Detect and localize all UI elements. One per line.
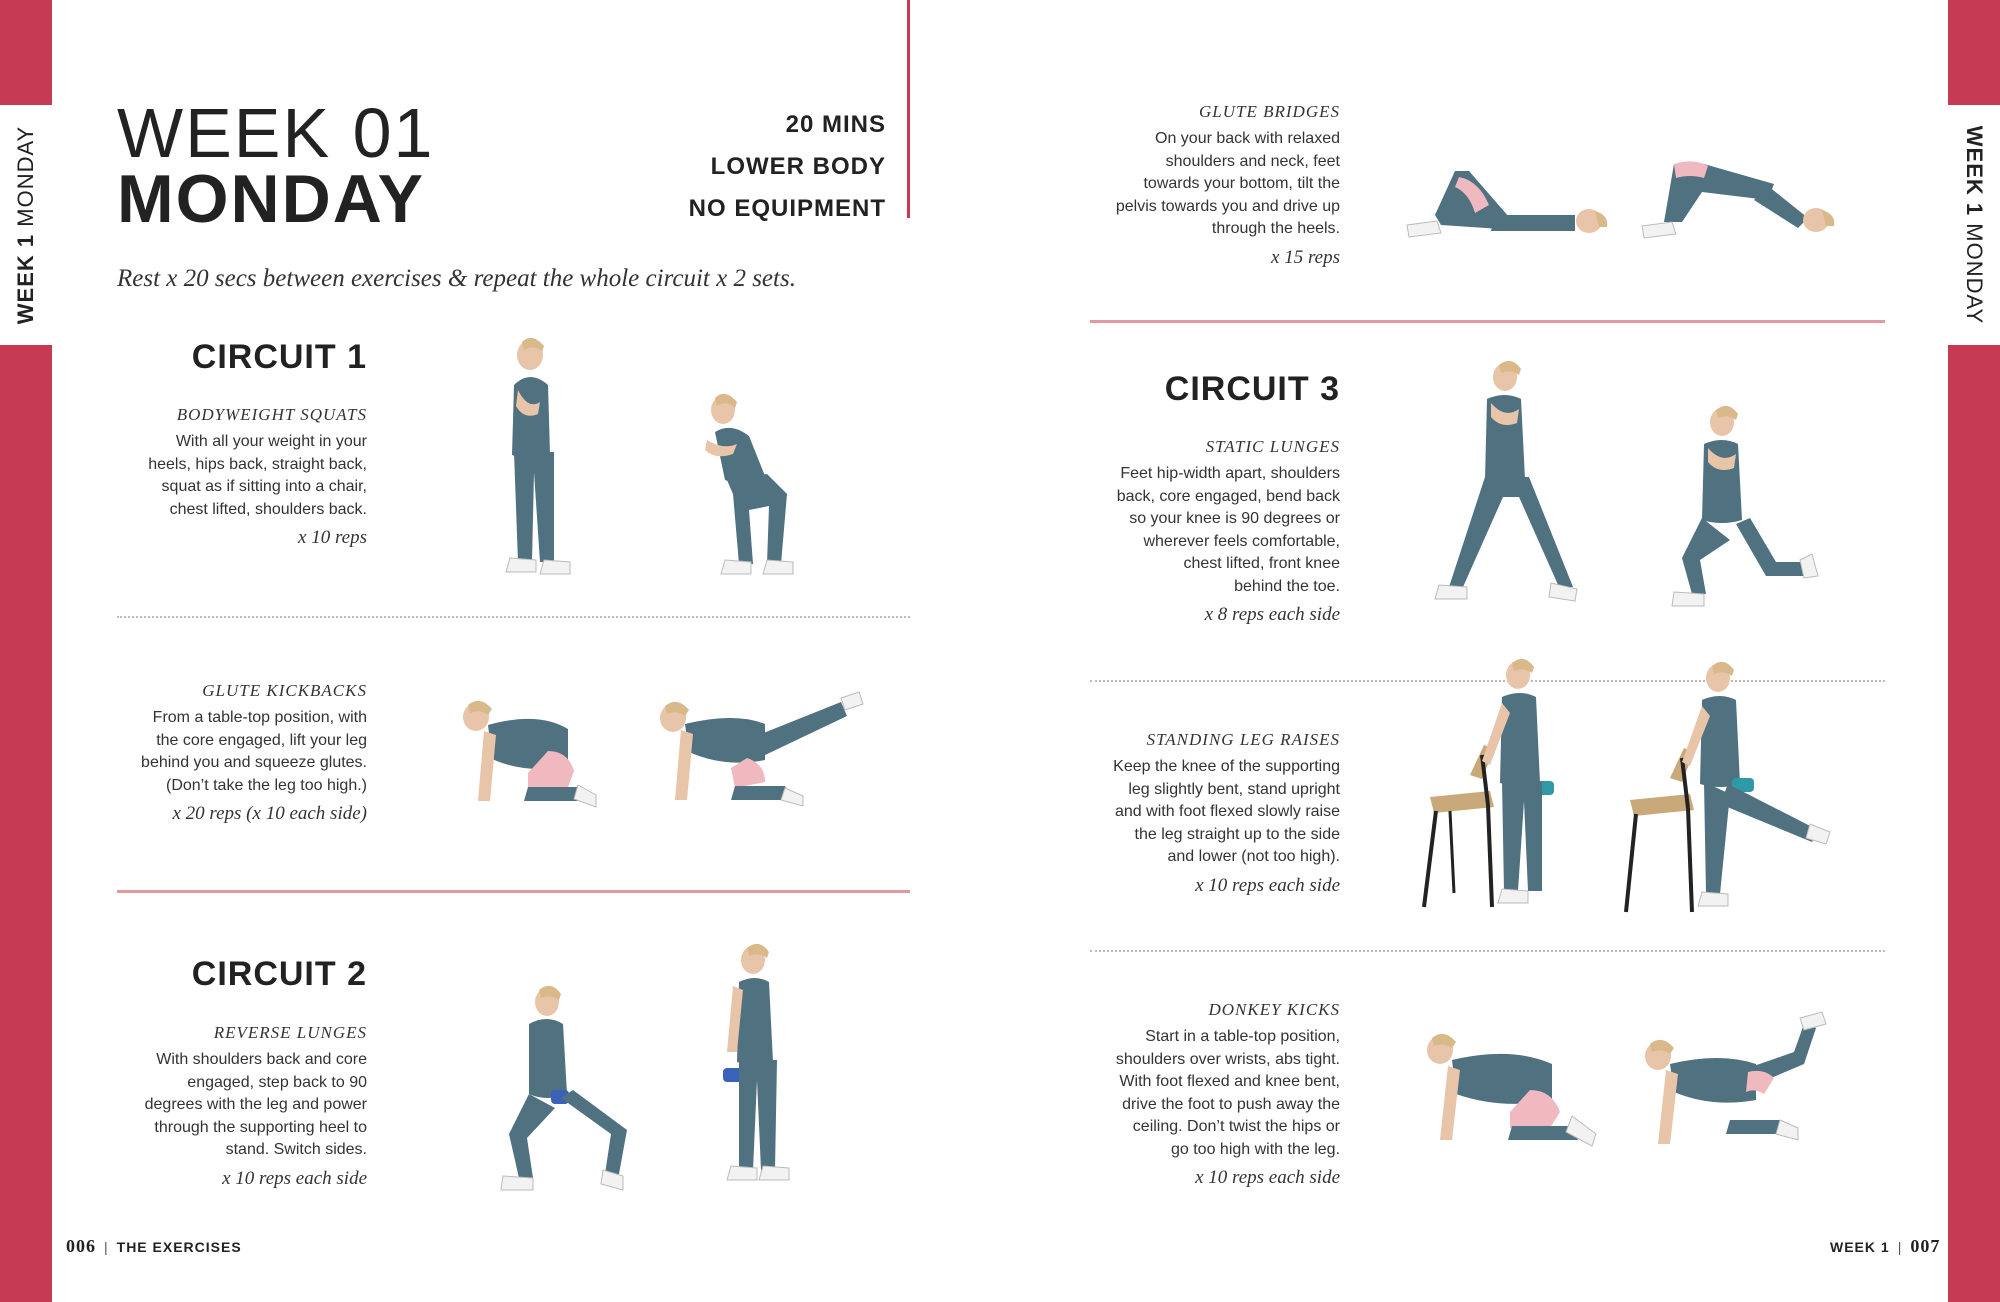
exercise-description: Start in a table-top position, shoulders over wrists, abs tight. With foot flexed and knee bent, drive the foot to push away the ceiling. Don’t twist the hips or go too high with the leg. (1115, 1028, 1340, 1158)
dotted-divider (1090, 950, 1885, 952)
right-tab-red-bottom (1948, 345, 2000, 1302)
exercise-description: Feet hip-width apart, shoulders back, core engaged, bend back so your knee is 90 degrees or wherever feels comfortable, chest lifted, front knee behind the toe. (1116, 465, 1340, 595)
leg-raise-standing-illustration (1410, 655, 1580, 915)
duration-label: 20 MINS (785, 111, 886, 138)
bridge-lying-illustration (1405, 155, 1615, 245)
left-tab-red-bottom (0, 345, 52, 1302)
workout-meta (640, 104, 886, 230)
exercise-name: GLUTE KICKBACKS (202, 681, 367, 700)
exercise-description: With shoulders back and core engaged, step back to 90 degrees with the leg and power through the supporting heel to stand. Switch sides. (144, 1051, 367, 1158)
focus-label: LOWER BODY (710, 153, 886, 180)
exercise-static-lunges (1080, 437, 1340, 626)
exercise-glute-kickbacks (107, 681, 367, 825)
intro-text: Rest x 20 secs between exercises & repeat the whole circuit x 2 sets. (117, 265, 796, 292)
squat-standing-illustration (470, 330, 580, 590)
exercise-name: DONKEY KICKS (1208, 1000, 1340, 1019)
exercise-donkey-kicks (1080, 1000, 1340, 1189)
exercise-description: Keep the knee of the supporting leg slightly bent, stand upright and with foot flexed slowly raise the leg straight up to the side and lower (not too high). (1113, 758, 1340, 865)
exercise-reps: x 10 reps (298, 527, 367, 548)
exercise-reps: x 10 reps each side (1195, 874, 1340, 896)
exercise-reps: x 10 reps each side (222, 1167, 367, 1189)
footer-left: 006 | THE EXERCISES (66, 1236, 242, 1256)
standing-weights-illustration (705, 940, 805, 1190)
dotted-divider (117, 616, 910, 618)
exercise-name: STANDING LEG RAISES (1146, 730, 1340, 749)
exercise-name: REVERSE LUNGES (213, 1023, 367, 1042)
circuit-divider (117, 890, 910, 893)
header-divider (907, 0, 910, 218)
exercise-glute-bridges (1080, 102, 1340, 269)
right-tab-label: WEEK 1 MONDAY (1962, 125, 1987, 325)
donkey-kick-tabletop-illustration (1420, 1030, 1620, 1160)
left-tab-label: WEEK 1 MONDAY (13, 125, 38, 325)
reverse-lunge-illustration (495, 980, 635, 1195)
exercise-reps: x 10 reps each side (1195, 1167, 1340, 1188)
footer-right: WEEK 1 | 007 (1830, 1236, 1941, 1256)
exercise-standing-leg-raises (1080, 730, 1340, 897)
exercise-description: On your back with relaxed shoulders and neck, feet towards your bottom, tilt the pelvis towards you and drive up through the heels. (1115, 130, 1340, 237)
static-lunge-low-illustration (1660, 400, 1830, 610)
exercise-reps: x 20 reps (x 10 each side) (172, 803, 367, 824)
leg-raise-lifted-illustration (1620, 660, 1840, 920)
left-side-tab (0, 0, 52, 1302)
equipment-label: NO EQUIPMENT (688, 195, 886, 222)
circuit-3-title: CIRCUIT 3 (1164, 370, 1340, 408)
week-heading: WEEK 01 (117, 94, 435, 172)
kickback-leg-lift-illustration (655, 688, 875, 818)
left-tab-red-top (0, 0, 52, 105)
circuit-2-title: CIRCUIT 2 (191, 955, 367, 993)
kickback-tabletop-illustration (458, 695, 618, 815)
exercise-reverse-lunges (107, 1023, 367, 1190)
exercise-bodyweight-squats (107, 405, 367, 549)
page-number: 006 (66, 1236, 96, 1256)
circuit-1-title: CIRCUIT 1 (191, 338, 367, 376)
exercise-reps: x 8 reps each side (1204, 604, 1340, 625)
exercise-name: BODYWEIGHT SQUATS (176, 405, 367, 424)
exercise-name: STATIC LUNGES (1205, 437, 1340, 456)
bridge-lifted-illustration (1638, 150, 1848, 245)
donkey-kick-lifted-illustration (1640, 1010, 1840, 1160)
circuit-divider (1090, 320, 1885, 323)
right-tab-red-top (1948, 0, 2000, 105)
squat-low-illustration (675, 390, 805, 590)
exercise-reps: x 15 reps (1271, 246, 1340, 268)
exercise-description: From a table-top position, with the core engaged, lift your leg behind you and squeeze glutes. (Don’t take the leg too high.) (141, 709, 367, 794)
static-lunge-standing-illustration (1425, 355, 1595, 610)
section-name: WEEK 1 (1830, 1239, 1890, 1255)
exercise-description: With all your weight in your heels, hips back, straight back, squat as if sitting into a chair, chest lifted, shoulders back. (148, 433, 367, 518)
right-side-tab (1948, 0, 2000, 1302)
section-name: THE EXERCISES (116, 1239, 242, 1255)
day-heading: MONDAY (117, 161, 425, 237)
page-number: 007 (1910, 1236, 1941, 1256)
exercise-name: GLUTE BRIDGES (1199, 102, 1340, 121)
